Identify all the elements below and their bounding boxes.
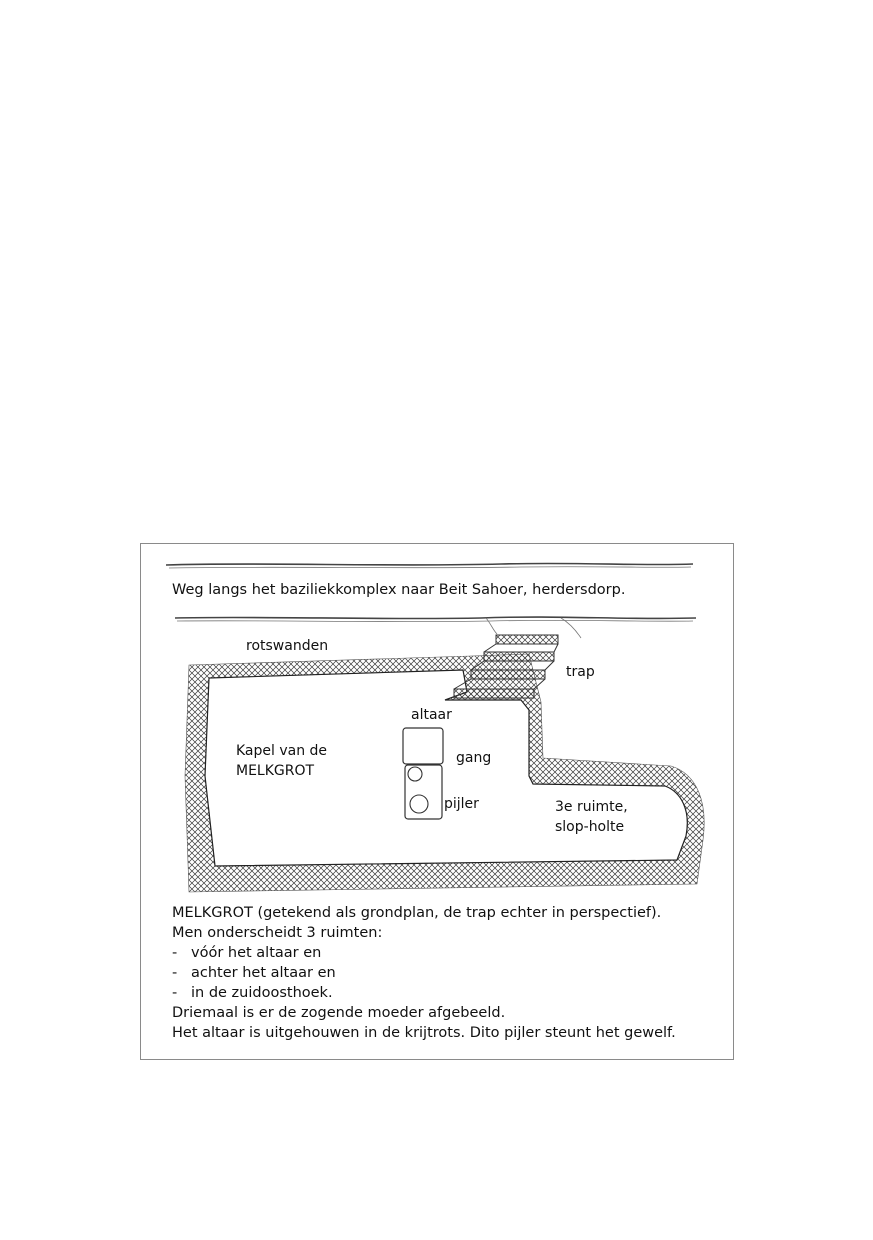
bullet-dash: - bbox=[172, 965, 178, 981]
diagram-frame bbox=[140, 543, 734, 1060]
passage-block bbox=[405, 765, 442, 819]
third-room-label-line1: 3e ruimte, bbox=[555, 799, 628, 815]
list-item bbox=[172, 943, 732, 963]
list-item bbox=[172, 963, 732, 983]
road-upper-edge bbox=[166, 563, 693, 568]
caption-block bbox=[172, 903, 732, 1043]
pillar-circle-upper bbox=[408, 767, 422, 781]
stairs-label: trap bbox=[566, 664, 595, 680]
passage-label: gang bbox=[456, 750, 492, 766]
rock-walls-label: rotswanden bbox=[246, 638, 329, 654]
road-lower-edge bbox=[175, 617, 696, 638]
altar-block bbox=[403, 728, 443, 764]
list-item-text: vóór het altaar en bbox=[191, 945, 322, 961]
list-item-text: in de zuidoosthoek. bbox=[191, 985, 333, 1001]
caption-line-1: MELKGROT (getekend als grondplan, de trap echter in perspectief). bbox=[172, 905, 662, 921]
pillar-circle-lower bbox=[410, 795, 428, 813]
caption-line-4: Het altaar is uitgehouwen in de krijtrots. Dito pijler steunt het gewelf. bbox=[172, 1025, 676, 1041]
bullet-dash: - bbox=[172, 985, 178, 1001]
bullet-dash: - bbox=[172, 945, 178, 961]
list-item-text: achter het altaar en bbox=[191, 965, 336, 981]
third-room-label-line2: slop-holte bbox=[555, 819, 625, 835]
caption-line-2: Men onderscheidt 3 ruimten: bbox=[172, 925, 383, 941]
pillar-label: pijler bbox=[444, 796, 479, 812]
list-item bbox=[172, 983, 732, 1003]
caption-line-3: Driemaal is er de zogende moeder afgebeeld. bbox=[172, 1005, 506, 1021]
chapel-label-line1: Kapel van de bbox=[236, 743, 328, 759]
rooms-list bbox=[172, 943, 732, 1003]
altar-label: altaar bbox=[411, 707, 452, 723]
road-label: Weg langs het baziliekkomplex naar Beit Sahoer, herdersdorp. bbox=[172, 582, 626, 598]
chapel-label-line2: MELKGROT bbox=[236, 763, 315, 779]
